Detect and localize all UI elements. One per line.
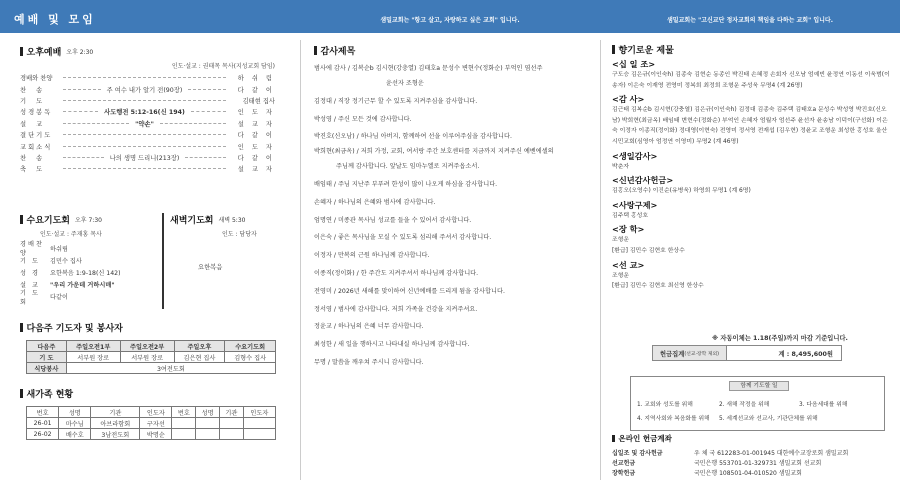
offering-title: 향기로운 제물	[618, 46, 674, 56]
offering-total-label: 헌금집계	[660, 350, 685, 358]
worship-order-content: 나의 생명 드리니(213장)	[109, 154, 180, 162]
heading-bar-icon	[612, 45, 615, 54]
dawn-prayer-time: 새벽 5:30	[218, 217, 246, 224]
wednesday-prayer-leader: 인도·설교 : 주재홍 목사	[40, 231, 102, 238]
gratitude-line: 이은숙 / 좋은 목사님을 모실 수 있도록 섬리해 주셔서 감사합니다.	[314, 234, 492, 242]
auto-transfer-notice: ※ 자동이체는 1.18(주일)까지 마감 기준입니다.	[712, 335, 848, 342]
worship-order-label: 찬 송	[20, 86, 47, 94]
worship-order-person: 하 쉬 림	[237, 75, 275, 83]
wednesday-order-row	[20, 254, 160, 266]
table-cell: 서부원 장로	[66, 352, 120, 363]
gratitude-section	[314, 44, 594, 372]
heading-bar-icon	[20, 323, 23, 332]
table-cell: 구자선	[140, 418, 172, 429]
dashed-leader-line	[63, 77, 226, 78]
new-family-status	[20, 387, 278, 440]
table-header-cell: 수요기도회	[225, 341, 276, 352]
offering-group-heading: <생일감사>	[612, 150, 658, 161]
worship-order-row	[20, 118, 275, 129]
dawn-prayer-text: 요한복음	[198, 264, 223, 271]
worship-order-label: 결 단 기 도	[20, 132, 51, 140]
table-cell: 서부원 장로	[120, 352, 174, 363]
online-account-value: 국민은행 553701-01-329731 샘밀교회 선교회	[694, 459, 822, 467]
offering-heading	[612, 43, 892, 56]
wednesday-prayer-order	[20, 241, 160, 306]
prayer-box	[630, 376, 885, 431]
gratitude-line: 이정자 / 만복의 근원 하나님께 감사합니다.	[314, 252, 430, 260]
offering-group-heading: <십 일 조>	[612, 59, 656, 69]
church-slogan: 샘밀교회는 "항고 살고, 자랑하고 싶은 교회" 입니다.	[380, 17, 520, 24]
worship-order-content: 사도행전 5:12-16(신 194)	[104, 109, 185, 117]
offering-group-heading: <장 학>	[612, 224, 645, 235]
dashed-leader-line	[63, 123, 129, 124]
dashed-leader-line	[63, 157, 104, 158]
worship-order-row	[20, 95, 275, 106]
table-row	[27, 429, 276, 440]
gratitude-column	[300, 33, 600, 487]
offering-group-names: 김주택 홍성호	[612, 212, 649, 219]
dashed-leader-line	[63, 89, 101, 90]
header-band-right	[600, 0, 900, 33]
table-header-cell: 인도자	[140, 407, 172, 418]
worship-order-person: 설 교 자	[237, 166, 275, 174]
gratitude-line: 배임태 / 주님 지난주 부푸려 한성이 많이 나오게 하심을 감사합니다.	[314, 180, 498, 188]
worship-order-person: 설 교 자	[237, 120, 276, 128]
table-cell	[243, 418, 275, 429]
offering-group-heading: <선 교>	[612, 259, 645, 270]
gratitude-list	[314, 63, 594, 372]
worship-order-content: 주 여수 내가 알기 전(90장)	[106, 86, 183, 94]
worship-order-label: 설 교	[20, 120, 47, 128]
new-family-table	[26, 406, 276, 440]
table-cell: 박명순	[140, 429, 172, 440]
gratitude-line: 주님께 감사합니다. 앞날도 임마누엘로 지켜주옵소서.	[336, 163, 480, 171]
offering-total-label-cell	[653, 346, 727, 360]
wednesday-order-label: 성 경	[20, 269, 40, 277]
prayer-box-title: 함께 기도할 일	[729, 381, 789, 391]
wednesday-order-row	[20, 289, 160, 306]
afternoon-worship-title: 오후예배	[26, 48, 62, 58]
table-cell: 마수님	[59, 418, 91, 429]
prayer-item: 5. 세계선교와 선교사, 기관단체를 위해	[719, 416, 818, 422]
table-cell: 기 도	[27, 352, 67, 363]
table-header-cell: 주일오전1부	[66, 341, 120, 352]
dashed-leader-line	[63, 100, 226, 101]
online-offering-title: 온라인 헌금계좌	[618, 434, 672, 443]
gratitude-line: 무명 / 말씀을 깨우쳐 주시니 감사합니다.	[314, 358, 424, 366]
worship-order-label: 찬 송	[20, 154, 47, 162]
gratitude-line: 박진호(신오남) / 하나님 아버지, 함께하여 선을 이루어주심을 감사합니다.	[314, 133, 512, 141]
offering-group-names: 조형운 [환급] 김민수 김현호 최신영 한상수	[612, 272, 704, 290]
next-week-heading	[20, 321, 278, 334]
table-header-cell: 주일오전2부	[120, 341, 174, 352]
afternoon-worship-heading	[20, 45, 275, 58]
heading-bar-icon	[314, 46, 317, 55]
table-cell: 3여전도회	[66, 363, 275, 374]
worship-order-label: 기 도	[20, 97, 47, 105]
worship-order-person: 인 도 자	[237, 143, 275, 151]
new-family-heading	[20, 387, 278, 400]
table-cell	[243, 429, 275, 440]
header-band-middle	[300, 0, 600, 33]
offering-group-names: 구도승 김은규(이인숙h) 김종숙 김현순 동종인 박진태 손혜정 손회자 신오남 엄예빈 윤정연 이동선 이욱범(이송자) 이은숙 이재영 전영미 정복희 최정희 조형운 주성욱 무명4 (계 26명)	[612, 72, 890, 89]
gratitude-line: 박성영 / 주신 모든 것에 감사합니다.	[314, 115, 412, 123]
wednesday-order-label: 기 도 회	[20, 289, 40, 306]
online-account-value: 우 체 국 612283-01-001945 대한예수교장로회 샘밀교회	[694, 449, 849, 457]
table-header-cell: 인도자	[243, 407, 275, 418]
dashed-leader-line	[188, 89, 226, 90]
offering-list	[612, 59, 892, 292]
wednesday-order-label: 설 교	[20, 282, 40, 290]
wednesday-order-row	[20, 266, 160, 278]
afternoon-worship-time: 오후 2:30	[66, 49, 94, 56]
offering-total-box	[652, 345, 842, 361]
worship-order-content: "약손"	[135, 120, 154, 128]
table-row	[27, 418, 276, 429]
gratitude-title: 감사제목	[320, 47, 356, 57]
table-header-cell: 성명	[59, 407, 91, 418]
next-week-title: 다음주 기도자 및 봉사자	[26, 324, 123, 334]
gratitude-line: 이종직(정이화) / 한 주간도 지켜주셔서 하나님께 감사합니다.	[314, 269, 479, 277]
gratitude-line: 손혜자 / 하나님의 은혜와 범사에 감사합니다.	[314, 198, 436, 206]
online-account-label: 십일조 및 감사헌금	[612, 449, 663, 457]
prayer-item: 1. 교회와 성도를 위해	[637, 402, 693, 408]
wednesday-order-value: "우리 가운데 거하시매"	[50, 282, 115, 290]
worship-order-row	[20, 140, 275, 151]
gratitude-line: 범사에 감사 / 김복순b 김시현(강충열) 김태호a 문성수 변현수(정화순) 부억인 염선주	[314, 65, 543, 72]
worship-order-person: 인 도 자	[237, 109, 275, 117]
table-cell	[196, 429, 220, 440]
worship-order-row	[20, 83, 275, 94]
worship-order-label: 축 도	[20, 166, 47, 174]
dawn-prayer-leader: 인도 : 담당자	[222, 231, 257, 238]
online-account-label: 장학헌금	[612, 469, 636, 477]
wednesday-order-value: 요한복음 1:9-18(신 142)	[50, 269, 121, 277]
offering-group-heading: <신년감사헌금>	[612, 175, 674, 186]
offering-total-sublabel: (선교·장학 제외)	[684, 351, 719, 357]
worship-order-row	[20, 163, 275, 174]
header-band-left	[0, 0, 300, 33]
online-account-label: 선교헌금	[612, 459, 636, 467]
afternoon-worship-order	[20, 72, 275, 175]
wednesday-prayer	[20, 213, 160, 306]
dashed-leader-line	[191, 111, 226, 112]
table-cell: 김형수 집사	[225, 352, 276, 363]
heading-bar-icon	[612, 435, 615, 442]
table-cell: 식당봉사	[27, 363, 67, 374]
gratitude-line: 정윤교 / 하나님의 은혜 너무 감사합니다.	[314, 323, 424, 331]
gratitude-line: 박희현(최금옥) / 저희 가정, 교회, 여서랑 주간 보호센터를 지금까지 지켜주신 예벤에셀의	[314, 148, 554, 156]
section-title: 예배 및 모임	[14, 13, 96, 26]
offering-group-heading: <사랑구제>	[612, 199, 658, 210]
offering-total-value: 계 : 8,495,600원	[778, 350, 833, 358]
table-header-cell: 번호	[172, 407, 196, 418]
wednesday-order-label: 기 도	[20, 257, 40, 265]
worship-order-label: 경배와 찬양	[20, 75, 53, 83]
worship-order-row	[20, 129, 275, 140]
heading-bar-icon	[20, 389, 23, 398]
table-header-cell: 기관	[91, 407, 140, 418]
prayer-item: 3. 다음세대를 위해	[799, 402, 848, 408]
table-cell	[220, 418, 244, 429]
worship-order-label: 교 회 소 식	[20, 143, 51, 151]
offering-group-heading: <감 사>	[612, 94, 645, 105]
dashed-leader-line	[63, 168, 226, 169]
table-header-cell: 기관	[220, 407, 244, 418]
next-week-table	[26, 340, 276, 374]
wednesday-order-row	[20, 241, 160, 258]
dashed-leader-line	[63, 146, 226, 147]
table-cell: 배수호	[59, 429, 91, 440]
offering-column	[600, 33, 900, 487]
worship-order-person: 다 같 이	[237, 132, 275, 140]
table-header-cell: 번호	[27, 407, 59, 418]
gratitude-line: 윤선자 조형운	[386, 80, 424, 87]
wednesday-prayer-time: 오후 7:30	[74, 217, 102, 224]
worship-order-person: 김태현 집사	[242, 97, 275, 105]
online-offering	[612, 433, 892, 477]
offering-group-names: 김홍오(오영수) 이진순(유병욱) 하영희 무명1 (계 6명)	[612, 188, 751, 195]
offering-group-names: 조형운 [환급] 김민수 김현호 한상수	[612, 237, 685, 254]
wednesday-prayer-heading	[20, 213, 160, 226]
worship-order-row	[20, 152, 275, 163]
table-cell	[196, 418, 220, 429]
worship-column	[0, 33, 300, 487]
dawn-prayer-heading	[170, 213, 290, 226]
online-offering-heading	[612, 433, 892, 444]
worship-order-person: 다 같 이	[237, 86, 275, 94]
dawn-prayer-title: 새벽기도회	[170, 216, 214, 226]
table-cell: 26-01	[27, 418, 59, 429]
worship-order-row	[20, 72, 275, 83]
online-account-row	[612, 467, 892, 477]
online-account-row	[612, 457, 892, 467]
prayer-item: 2. 새해 작정을 위해	[719, 402, 770, 408]
online-account-value: 국민은행 108501-04-010520 샘밀교회	[694, 469, 802, 477]
prayer-item: 4. 지역사회와 복음화를 위해	[637, 416, 710, 422]
table-cell: 3남전도회	[91, 429, 140, 440]
offering-group-names: 김근태 김복순b 김시현(강충열) 김은규(이인숙h) 김정대 김종숙 김주택 김태호a 문성수 박성영 박진호(신오남) 박희현(최금옥) 배임태 변현수(정화순) 부억인 손혜자 엄월자 엄선주 윤선자 윤송남 이덕이(구선화) 이은숙 이정자 이종직(정이화) 정대영(이현숙) 전영미 정서영 전재섭 (김우현) 정윤교 조형운 최성한 홍성호 울산시민교회(심영아 엄정연 이영미) 무명2 (계 46명)	[612, 107, 888, 145]
dashed-leader-line	[185, 157, 226, 158]
afternoon-worship-leader: 인도·설교 : 권태목 목사(지성교회 담임)	[171, 63, 275, 70]
table-cell: 26-02	[27, 429, 59, 440]
wednesday-order-value: 김민수 집사	[50, 257, 82, 265]
table-cell: 김은현 집사	[174, 352, 225, 363]
section-divider	[162, 213, 164, 309]
offering-section	[612, 43, 892, 292]
table-cell	[220, 429, 244, 440]
dashed-leader-line	[63, 111, 98, 112]
dashed-leader-line	[160, 123, 226, 124]
gratitude-heading	[314, 44, 594, 57]
dashed-leader-line	[63, 134, 226, 135]
worship-order-label: 성 경 봉 독	[20, 109, 51, 117]
worship-order-person: 다 같 이	[237, 154, 276, 162]
table-cell	[172, 429, 196, 440]
next-week-servers	[20, 321, 278, 374]
gratitude-line: 김정대 / 직장 정기근무 할 수 있도록 지켜주심을 감사합니다.	[314, 97, 478, 105]
table-cell	[172, 418, 196, 429]
gratitude-line: 엄명연 / 미종관 목사님 성교를 들을 수 있어서 감사합니다.	[314, 216, 472, 224]
dawn-prayer	[170, 213, 290, 271]
online-accounts	[612, 447, 892, 477]
church-slogan: 샘밀교회는 "고신교단 정자교회의 책임을 다하는 교회" 입니다.	[667, 17, 833, 24]
heading-bar-icon	[20, 215, 23, 224]
wednesday-order-value: 다같이	[50, 294, 68, 302]
new-family-title: 새가족 현황	[26, 390, 74, 400]
afternoon-worship	[20, 45, 275, 175]
heading-bar-icon	[20, 47, 23, 56]
table-header-cell: 성명	[196, 407, 220, 418]
offering-group-names: 박춘자	[612, 163, 630, 170]
gratitude-line: 정서영 / 범사에 감사합니다. 저희 가족을 건강을 지켜주셔요.	[314, 305, 478, 313]
worship-order-row	[20, 106, 275, 117]
online-account-row	[612, 447, 892, 457]
table-header-cell: 주일오후	[174, 341, 225, 352]
wednesday-order-value: 하쉬림	[50, 245, 68, 253]
table-cell: 아브라함회	[91, 418, 140, 429]
wednesday-order-label: 경배찬양	[20, 241, 44, 258]
table-header-cell: 다음주	[27, 341, 67, 352]
gratitude-line: 전영미 / 2026년 새해를 맞이하여 신년예배를 드리게 됨을 감사합니다.	[314, 287, 505, 295]
wednesday-prayer-title: 수요기도회	[26, 216, 70, 226]
gratitude-line: 최성한 / 새 일을 행하시고 나타내실 하나님께 감사합니다.	[314, 341, 470, 349]
